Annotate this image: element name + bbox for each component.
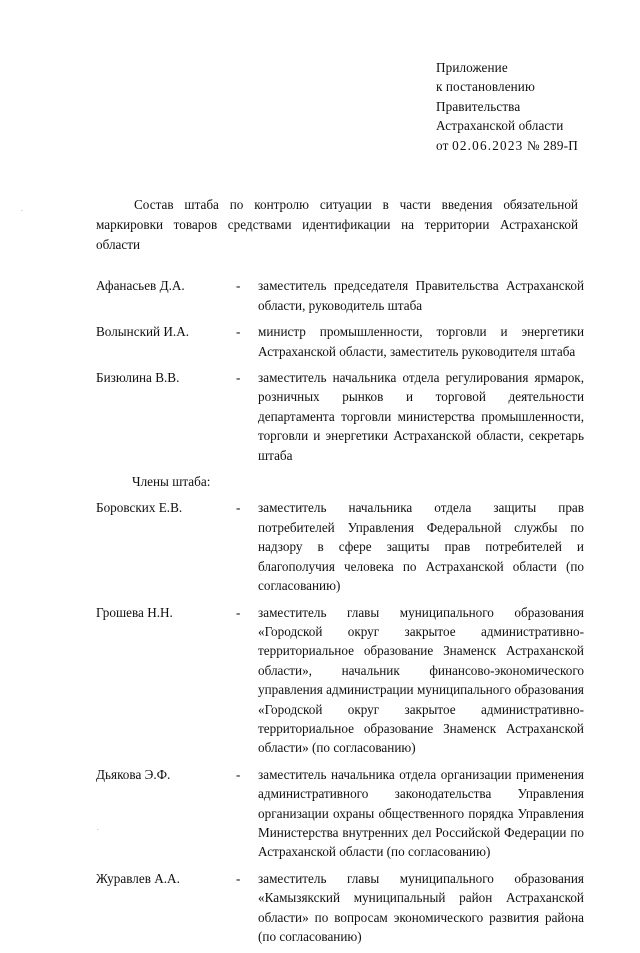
- member-name: Боровских Е.В.: [96, 500, 183, 516]
- scan-artifact: ·: [20, 205, 24, 217]
- header-line-appendix: Приложение: [436, 60, 508, 75]
- table-row: [96, 276, 584, 322]
- member-name: Волынский И.А.: [96, 324, 190, 340]
- member-name: Грошева Н.Н.: [96, 604, 173, 620]
- member-name: Бизюлина В.В.: [96, 370, 180, 386]
- date-prefix: от: [436, 137, 449, 153]
- dash-separator: -: [236, 870, 241, 886]
- section-label-row: [96, 472, 584, 498]
- table-row: [96, 498, 584, 602]
- date-value: 02.06.2023: [452, 137, 524, 153]
- dash-separator: -: [236, 604, 241, 620]
- dash-separator: -: [236, 766, 241, 782]
- member-role: заместитель начальника отдела защиты прав потребителей Управления Федеральной службы по надзору в сфере защиты прав потребителей и благополучия человека по Астраханской области (по согласованию): [258, 500, 584, 594]
- dash-separator: -: [236, 500, 241, 516]
- scan-artifact: ·: [96, 824, 100, 836]
- section-label: [96, 472, 584, 498]
- member-role: заместитель председателя Правительства Астраханской области, руководитель штаба: [258, 278, 584, 313]
- dash-separator: -: [236, 370, 241, 386]
- table-row: [96, 869, 584, 953]
- number-value: 289-П: [543, 137, 578, 153]
- section-label-text: Члены штаба:: [132, 474, 211, 490]
- member-role: заместитель начальника отдела регулирования ярмарок, розничных рынков и торговой деятельности департамента торговли министерства промышленности, торговли и энергетики Астраханской области, секретарь штаба: [258, 370, 584, 463]
- number-sign: №: [526, 137, 540, 153]
- header-line-region: Астраханской области: [436, 118, 564, 134]
- header-line-decree: к постановлению: [436, 79, 535, 95]
- member-role: заместитель главы муниципального образования «Городской округ закрытое административно-территориальное образование Знаменск Астраханской области», начальник финансово-экономического управления администрации муниципального образования «Городской округ закрытое административно-территориальное образование Знаменск Астраханской области» (по согласованию): [258, 604, 584, 756]
- member-name: Афанасьев Д.А.: [96, 278, 185, 294]
- page-title: Состав штаба по контролю ситуации в части введения обязательной маркировки товаров средствами идентификации на территории Астраханской области: [96, 197, 578, 252]
- member-role: заместитель начальника отдела организации применения административного законодательства Управления организации охраны общественного порядка Управления Министерства внутренних дел Российской Федерации по Астраханской области (по согласованию): [258, 766, 584, 860]
- table-row: [96, 368, 584, 472]
- dash-separator: -: [236, 324, 241, 340]
- header-line-government: Правительства: [436, 98, 521, 114]
- member-role: министр промышленности, торговли и энергетики Астраханской области, заместитель руководителя штаба: [258, 324, 584, 359]
- table-row: [96, 322, 584, 368]
- table-row: [96, 603, 584, 765]
- members-table: [96, 276, 584, 953]
- dash-separator: -: [236, 278, 241, 294]
- table-row: [96, 765, 584, 869]
- member-name: Дьякова Э.Ф.: [96, 766, 171, 782]
- appendix-header: [436, 58, 584, 155]
- header-line-date: [436, 136, 584, 155]
- member-name: Журавлев А.А.: [96, 870, 180, 886]
- member-role: заместитель главы муниципального образования «Камызякский муниципальный район Астраханской области» по вопросам экономического развития района (по согласованию): [258, 870, 584, 945]
